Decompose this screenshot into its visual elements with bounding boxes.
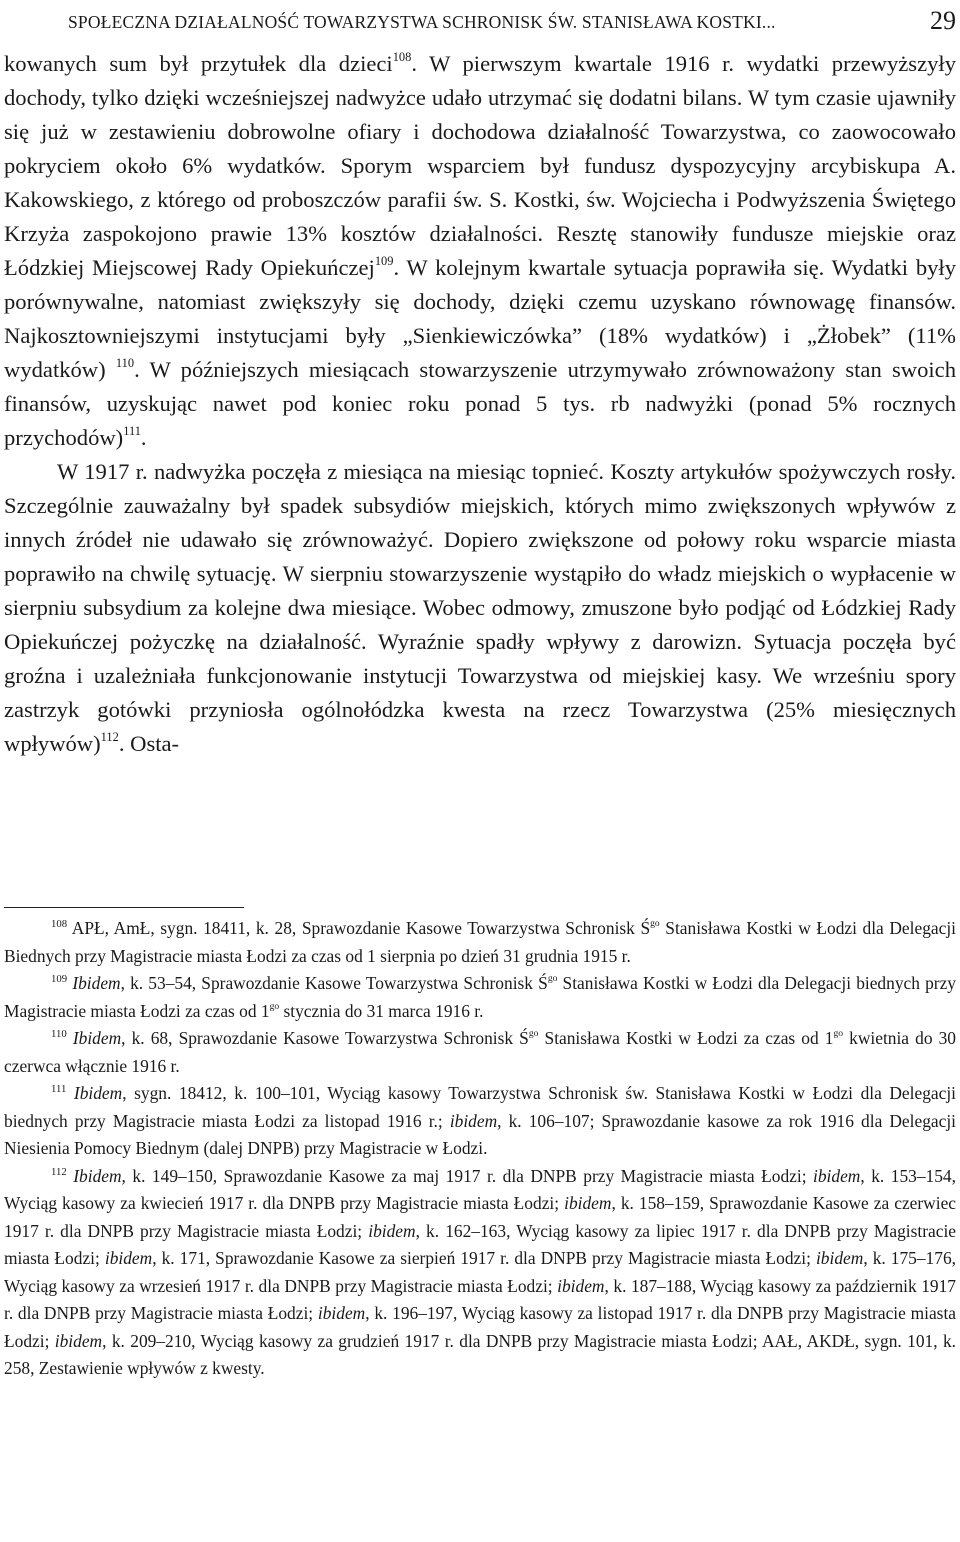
ibidem: ibidem (317, 1303, 366, 1323)
footnote-text: , k. 175–176, Wyciąg kasowy za wrzesień 1917 r. dla DNPB przy Magistracie miasta Łodzi; (4, 1248, 956, 1296)
footnote-text: , k. 68, Sprawozdanie Kasowe Towarzystwa Schronisk Ś (121, 1028, 529, 1048)
text-run: . Osta- (118, 731, 180, 756)
footnote-ref-109[interactable]: 109 (374, 254, 394, 269)
footnote-text: , k. 106–107; Sprawozdanie kasowe za rok 1916 dla Delegacji Niesienia Pomocy Biednym (dalej DNPB) przy Magistracie w Łodzi. (4, 1110, 956, 1158)
ibidem: Ibidem (72, 973, 121, 993)
footnote-text: Stanisława Kostki w Łodzi dla Delegacji biednych przy Magistracie miasta Łodzi za czas od 1 (4, 973, 956, 1021)
running-header (68, 6, 956, 40)
footnote-ref-110[interactable]: 110 (115, 356, 135, 371)
superscript: go (833, 1028, 844, 1040)
footnote-109 (4, 970, 956, 1025)
superscript: go (650, 918, 660, 930)
ibidem: ibidem (54, 1330, 103, 1351)
ibidem: Ibidem (72, 1028, 122, 1048)
ibidem: ibidem (368, 1220, 416, 1241)
ibidem: ibidem (564, 1193, 612, 1213)
footnote-text: , k. 187–188, Wyciąg kasowy za październik 1917 r. dla DNPB przy Magistracie miasta Łodzi; (4, 1275, 956, 1323)
main-text (4, 47, 956, 761)
footnote-text: kwietnia do 30 czerwca włącznie 1916 r. (4, 1028, 956, 1076)
ibidem: Ibidem (73, 1165, 122, 1186)
footnotes (4, 915, 956, 1383)
footnote-text: , k. 171, Sprawozdanie Kasowe za sierpień 1917 r. dla DNPB przy Magistracie miasta Łodzi; (152, 1248, 816, 1268)
running-title: SPOŁECZNA DZIAŁALNOŚĆ TOWARZYSTWA SCHRONISK ŚW. STANISŁAWA KOSTKI... (68, 12, 776, 32)
text-run: . W kolejnym kwartale sytuacja poprawiła się. Wydatki były porównywalne, natomiast zwiększyły się dochody, dzięki czemu uzyskano równowagę finansów. Najkosztowniejszymi instytucjami były „Sienkiewiczówka” (18% wydatków) i „Żłobek” (11% wydatków) (4, 255, 956, 382)
ibidem: ibidem (815, 1248, 864, 1268)
superscript: go (269, 1000, 280, 1012)
ibidem: Ibidem (73, 1083, 123, 1103)
paragraph-2 (4, 455, 956, 761)
ibidem: ibidem (104, 1248, 153, 1268)
text-run: . W pierwszym kwartale 1916 r. wydatki przewyższyły dochody, tylko dzięki wcześniejszej nadwyżce udało utrzymać się dodatni bilans. W tym czasie ujawniły się już w zestawieniu dobrowolne ofiary i dochodowa działalność Towarzystwa, co zaowocowało pokryciem około 6% wydatków. Sporym wsparciem był fundusz dyspozycyjny arcybiskupa A. Kakowskiego, z którego od proboszczów parafii św. S. Kostki, św. Wojciecha i Podwyższenia Świętego Krzyża zaspokojono prawie 13% kosztów działalności. Resztę stanowiły fundusze miejskie oraz Łódzkiej Miejscowej Rady Opiekuńczej (4, 51, 956, 280)
text-run: W 1917 r. nadwyżka poczęła z miesiąca na miesiąc topnieć. Koszty artykułów spożywczych rosły. Szczególnie zauważalny był spadek subsydiów miejskich, których mimo zwiększonych wpływów z innych źródeł nie udawało się zrównoważyć. Dopiero zwiększone od połowy roku wsparcie miasta poprawiło na chwilę sytuację. W sierpniu stowarzyszenie wystąpiło do władz miejskich o wypłacenie w sierpniu subsydium za kolejne dwa miesiące. Wobec odmowy, zmuszone było podjąć od Łódzkiej Rady Opiekuńczej pożyczkę na działalność. Wyraźnie spadły wpływy z darowizn. Sytuacja poczęła być groźna i uzależniała funkcjonowanie instytucji Towarzystwa od miejskiej kasy. We wrześniu spory zastrzyk gotówki przyniosła ogólnołódzka kwesta na rzecz Towarzystwa (25% miesięcznych wpływów) (4, 459, 956, 756)
footnote-text: , k. 153–154, Wyciąg kasowy za kwiecień 1917 r. dla DNPB przy Magistracie miasta Łodzi; (4, 1165, 956, 1213)
text-run: kowanych sum był przytułek dla dzieci (4, 51, 393, 76)
footnote-text: APŁ, AmŁ, sygn. 18411, k. 28, Sprawozdanie Kasowe Towarzystwa Schronisk Ś (71, 918, 651, 938)
superscript: go (528, 1028, 539, 1040)
footnote-ref-111[interactable]: 111 (123, 424, 141, 439)
footnote-ref-112[interactable]: 112 (100, 730, 119, 745)
footnote-110 (4, 1025, 956, 1080)
footnote-text: stycznia do 31 marca 1916 r. (279, 1000, 484, 1021)
footnote-text: , k. 53–54, Sprawozdanie Kasowe Towarzystwa Schronisk Ś (120, 973, 548, 993)
footnote-number: 109 (51, 973, 68, 986)
paragraph-1 (4, 47, 956, 455)
footnote-text: , k. 158–159, Sprawozdanie Kasowe za czerwiec 1917 r. dla DNPB przy Magistracie miasta Łodzi; (4, 1193, 957, 1241)
ibidem: ibidem (449, 1110, 498, 1131)
footnote-text: , k. 196–197, Wyciąg kasowy za listopad 1917 r. dla DNPB przy Magistracie miasta Łodzi; (4, 1303, 956, 1351)
superscript: go (547, 973, 558, 985)
footnote-111 (4, 1080, 956, 1163)
footnote-text: Stanisława Kostki w Łodzi dla Delegacji Biednych przy Magistracie miasta Łodzi za czas od 1 sierpnia po dzień 31 grudnia 1915 r. (4, 918, 956, 966)
footnote-separator (4, 907, 244, 908)
text-run: . (140, 425, 147, 450)
footnote-number: 108 (51, 918, 68, 931)
ibidem: ibidem (813, 1165, 861, 1186)
page-number: 29 (930, 6, 956, 35)
footnote-number: 111 (51, 1083, 67, 1096)
footnote-number: 112 (51, 1165, 67, 1178)
footnote-text: , sygn. 18412, k. 100–101, Wyciąg kasowy Towarzystwa Schronisk św. Stanisława Kostki w Łodzi dla Delegacji biednych przy Magistracie miasta Łodzi za listopad 1916 r.; (4, 1083, 956, 1131)
footnote-text: Stanisława Kostki w Łodzi za czas od 1 (538, 1028, 834, 1048)
footnote-text: , k. 149–150, Sprawozdanie Kasowe za maj 1917 r. dla DNPB przy Magistracie miasta Łodzi; (121, 1165, 814, 1186)
ibidem: ibidem (557, 1275, 605, 1296)
footnote-108 (4, 915, 956, 970)
footnote-112 (4, 1163, 956, 1383)
text-run: . W późniejszych miesiącach stowarzyszenie utrzymywało zrównoważony stan swoich finansów, uzyskując nawet pod koniec roku ponad 5 tys. rb nadwyżki (ponad 5% rocznych przychodów) (4, 357, 956, 450)
footnote-number: 110 (51, 1028, 67, 1041)
footnote-text: , k. 162–163, Wyciąg kasowy za lipiec 1917 r. dla DNPB przy Magistracie miasta Łodzi; (4, 1220, 956, 1268)
footnote-ref-108[interactable]: 108 (392, 50, 412, 65)
footnote-text: , k. 209–210, Wyciąg kasowy za grudzień 1917 r. dla DNPB przy Magistracie miasta Łodzi; AAŁ, AKDŁ, sygn. 101, k. 258, Zestawienie wpływów z kwesty. (4, 1330, 956, 1378)
